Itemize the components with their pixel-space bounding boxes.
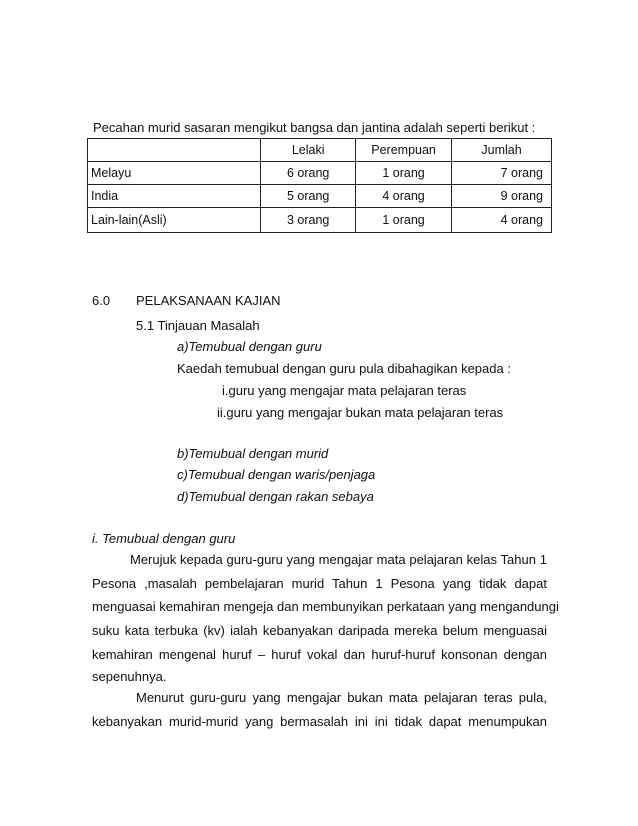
paragraph-line: Pesona ,masalah pembelajaran murid Tahun 1 Pesona yang tidak dapat xyxy=(92,576,547,591)
table-header-cell: Perempuan xyxy=(356,139,452,162)
item-d: d)Temubual dengan rakan sebaya xyxy=(177,489,374,504)
item-c: c)Temubual dengan waris/penjaga xyxy=(177,467,376,482)
table-cell: 4 orang xyxy=(452,208,552,233)
table-cell: Melayu xyxy=(88,162,261,185)
item-b: b)Temubual dengan murid xyxy=(177,446,329,461)
table-row xyxy=(88,208,552,233)
table-header-cell: Jumlah xyxy=(452,139,552,162)
table-cell: Lain-lain(Asli) xyxy=(88,208,261,233)
item-a-sub-ii: ii.guru yang mengajar bukan mata pelajaran teras xyxy=(217,405,504,420)
table-row xyxy=(88,185,552,208)
table-header-row xyxy=(88,139,552,162)
paragraph-line: Menurut guru-guru yang mengajar bukan mata pelajaran teras pula, xyxy=(136,690,547,705)
table-cell: India xyxy=(88,185,261,208)
section-title: PELAKSANAAN KAJIAN xyxy=(136,293,281,308)
table-cell: 6 orang xyxy=(261,162,356,185)
section-number: 6.0 xyxy=(92,293,111,308)
table-cell: 1 orang xyxy=(356,162,452,185)
paragraph-line: Merujuk kepada guru-guru yang mengajar mata pelajaran kelas Tahun 1 xyxy=(130,552,547,567)
paragraph-line: kebanyakan murid-murid yang bermasalah ini ini tidak dapat menumpukan xyxy=(92,714,547,729)
table-header-cell: Lelaki xyxy=(261,139,356,162)
paragraph-line: kemahiran mengenal huruf – huruf vokal dan huruf-huruf konsonan dengan xyxy=(92,647,547,662)
item-a-sub-i: i.guru yang mengajar mata pelajaran teras xyxy=(222,383,467,398)
item-a-description: Kaedah temubual dengan guru pula dibahagikan kepada : xyxy=(177,361,511,376)
subheading: i. Temubual dengan guru xyxy=(92,531,236,546)
table-cell: 7 orang xyxy=(452,162,552,185)
paragraph-line: menguasai kemahiran mengeja dan membunyikan perkataan yang mengandungi xyxy=(92,599,559,614)
table-cell: 5 orang xyxy=(261,185,356,208)
table-cell: 4 orang xyxy=(356,185,452,208)
table-cell: 1 orang xyxy=(356,208,452,233)
paragraph-line: suku kata terbuka (kv) ialah kebanyakan daripada mereka belum menguasai xyxy=(92,623,547,638)
item-a: a)Temubual dengan guru xyxy=(177,339,322,354)
table-cell: 3 orang xyxy=(261,208,356,233)
table-header-cell xyxy=(88,139,261,162)
subsection-title: 5.1 Tinjauan Masalah xyxy=(136,318,260,333)
intro-text: Pecahan murid sasaran mengikut bangsa dan jantina adalah seperti berikut : xyxy=(93,120,536,135)
paragraph-line: sepenuhnya. xyxy=(92,669,167,684)
table-row xyxy=(88,162,552,185)
table-cell: 9 orang xyxy=(452,185,552,208)
student-breakdown-table xyxy=(87,138,552,233)
